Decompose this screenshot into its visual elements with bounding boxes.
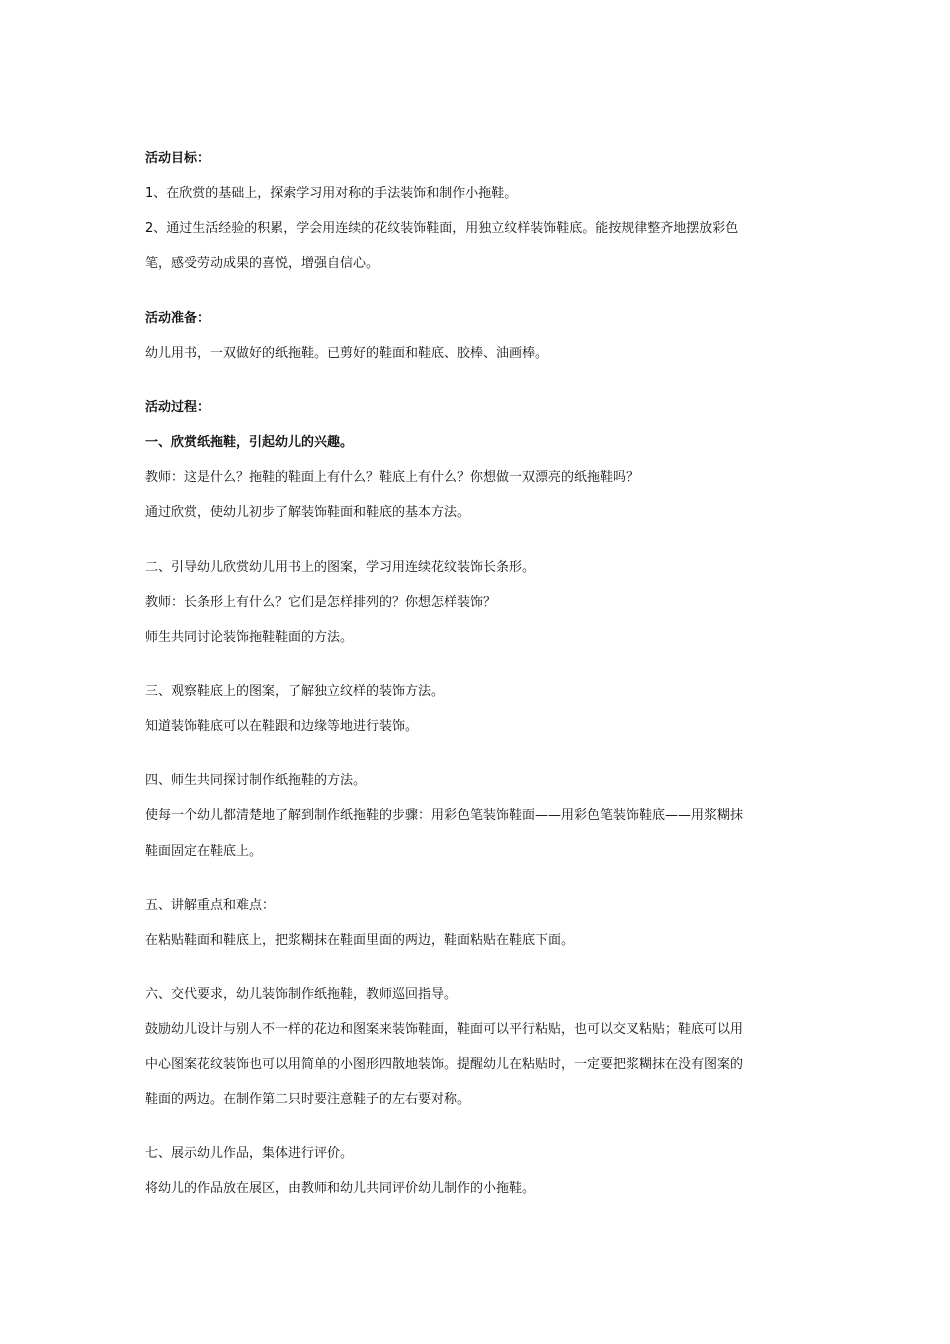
step-2-line-1: 教师：长条形上有什么？它们是怎样排列的？你想怎样装饰？: [145, 595, 497, 610]
step-6-title: 六、交代要求，幼儿装饰制作纸拖鞋，教师巡回指导。: [145, 987, 458, 1002]
step-6-line-1: 鼓励幼儿设计与别人不一样的花边和图案来装饰鞋面，鞋面可以平行粘贴，也可以交叉粘贴；鞋底可以用: [145, 1022, 744, 1037]
step-2-line-2: 师生共同讨论装饰拖鞋鞋面的方法。: [145, 630, 354, 645]
preparation-text: 幼儿用书，一双做好的纸拖鞋。已剪好的鞋面和鞋底、胶棒、油画棒。: [145, 346, 549, 361]
step-3-line-1: 知道装饰鞋底可以在鞋跟和边缘等地进行装饰。: [145, 719, 419, 734]
step-4-title: 四、师生共同探讨制作纸拖鞋的方法。: [145, 773, 367, 788]
preparation-heading: 活动准备：: [145, 311, 211, 326]
step-4-line-2: 鞋面固定在鞋底上。: [145, 844, 263, 859]
process-heading: 活动过程：: [145, 400, 211, 415]
goal-item-1: 1、在欣赏的基础上，探索学习用对称的手法装饰和制作小拖鞋。: [145, 186, 518, 201]
step-7-line-1: 将幼儿的作品放在展区，由教师和幼儿共同评价幼儿制作的小拖鞋。: [145, 1181, 536, 1196]
step-3-title: 三、观察鞋底上的图案，了解独立纹样的装饰方法。: [145, 684, 445, 699]
step-6-line-2: 中心图案花纹装饰也可以用简单的小图形四散地装饰。提醒幼儿在粘贴时，一定要把浆糊抹在没有图案的: [145, 1057, 744, 1072]
goal-item-2-line-1: 2、通过生活经验的积累，学会用连续的花纹装饰鞋面，用独立纹样装饰鞋底。能按规律整齐地摆放彩色: [145, 221, 739, 236]
step-1-line-2: 通过欣赏，使幼儿初步了解装饰鞋面和鞋底的基本方法。: [145, 505, 471, 520]
step-5-line-1: 在粘贴鞋面和鞋底上，把浆糊抹在鞋面里面的两边，鞋面粘贴在鞋底下面。: [145, 933, 575, 948]
goals-heading: 活动目标：: [145, 151, 211, 166]
step-1-line-1: 教师：这是什么？拖鞋的鞋面上有什么？鞋底上有什么？你想做一双漂亮的纸拖鞋吗？: [145, 470, 640, 485]
step-5-title: 五、讲解重点和难点：: [145, 898, 276, 913]
goal-item-2-line-2: 笔，感受劳动成果的喜悦，增强自信心。: [145, 256, 380, 271]
step-1-title: 一、欣赏纸拖鞋，引起幼儿的兴趣。: [145, 435, 354, 450]
step-4-line-1: 使每一个幼儿都清楚地了解到制作纸拖鞋的步骤：用彩色笔装饰鞋面——用彩色笔装饰鞋底——用浆糊抹: [145, 808, 744, 823]
step-6-line-3: 鞋面的两边。在制作第二只时要注意鞋子的左右要对称。: [145, 1092, 471, 1107]
step-7-title: 七、展示幼儿作品，集体进行评价。: [145, 1146, 354, 1161]
step-2-title: 二、引导幼儿欣赏幼儿用书上的图案，学习用连续花纹装饰长条形。: [145, 560, 536, 575]
